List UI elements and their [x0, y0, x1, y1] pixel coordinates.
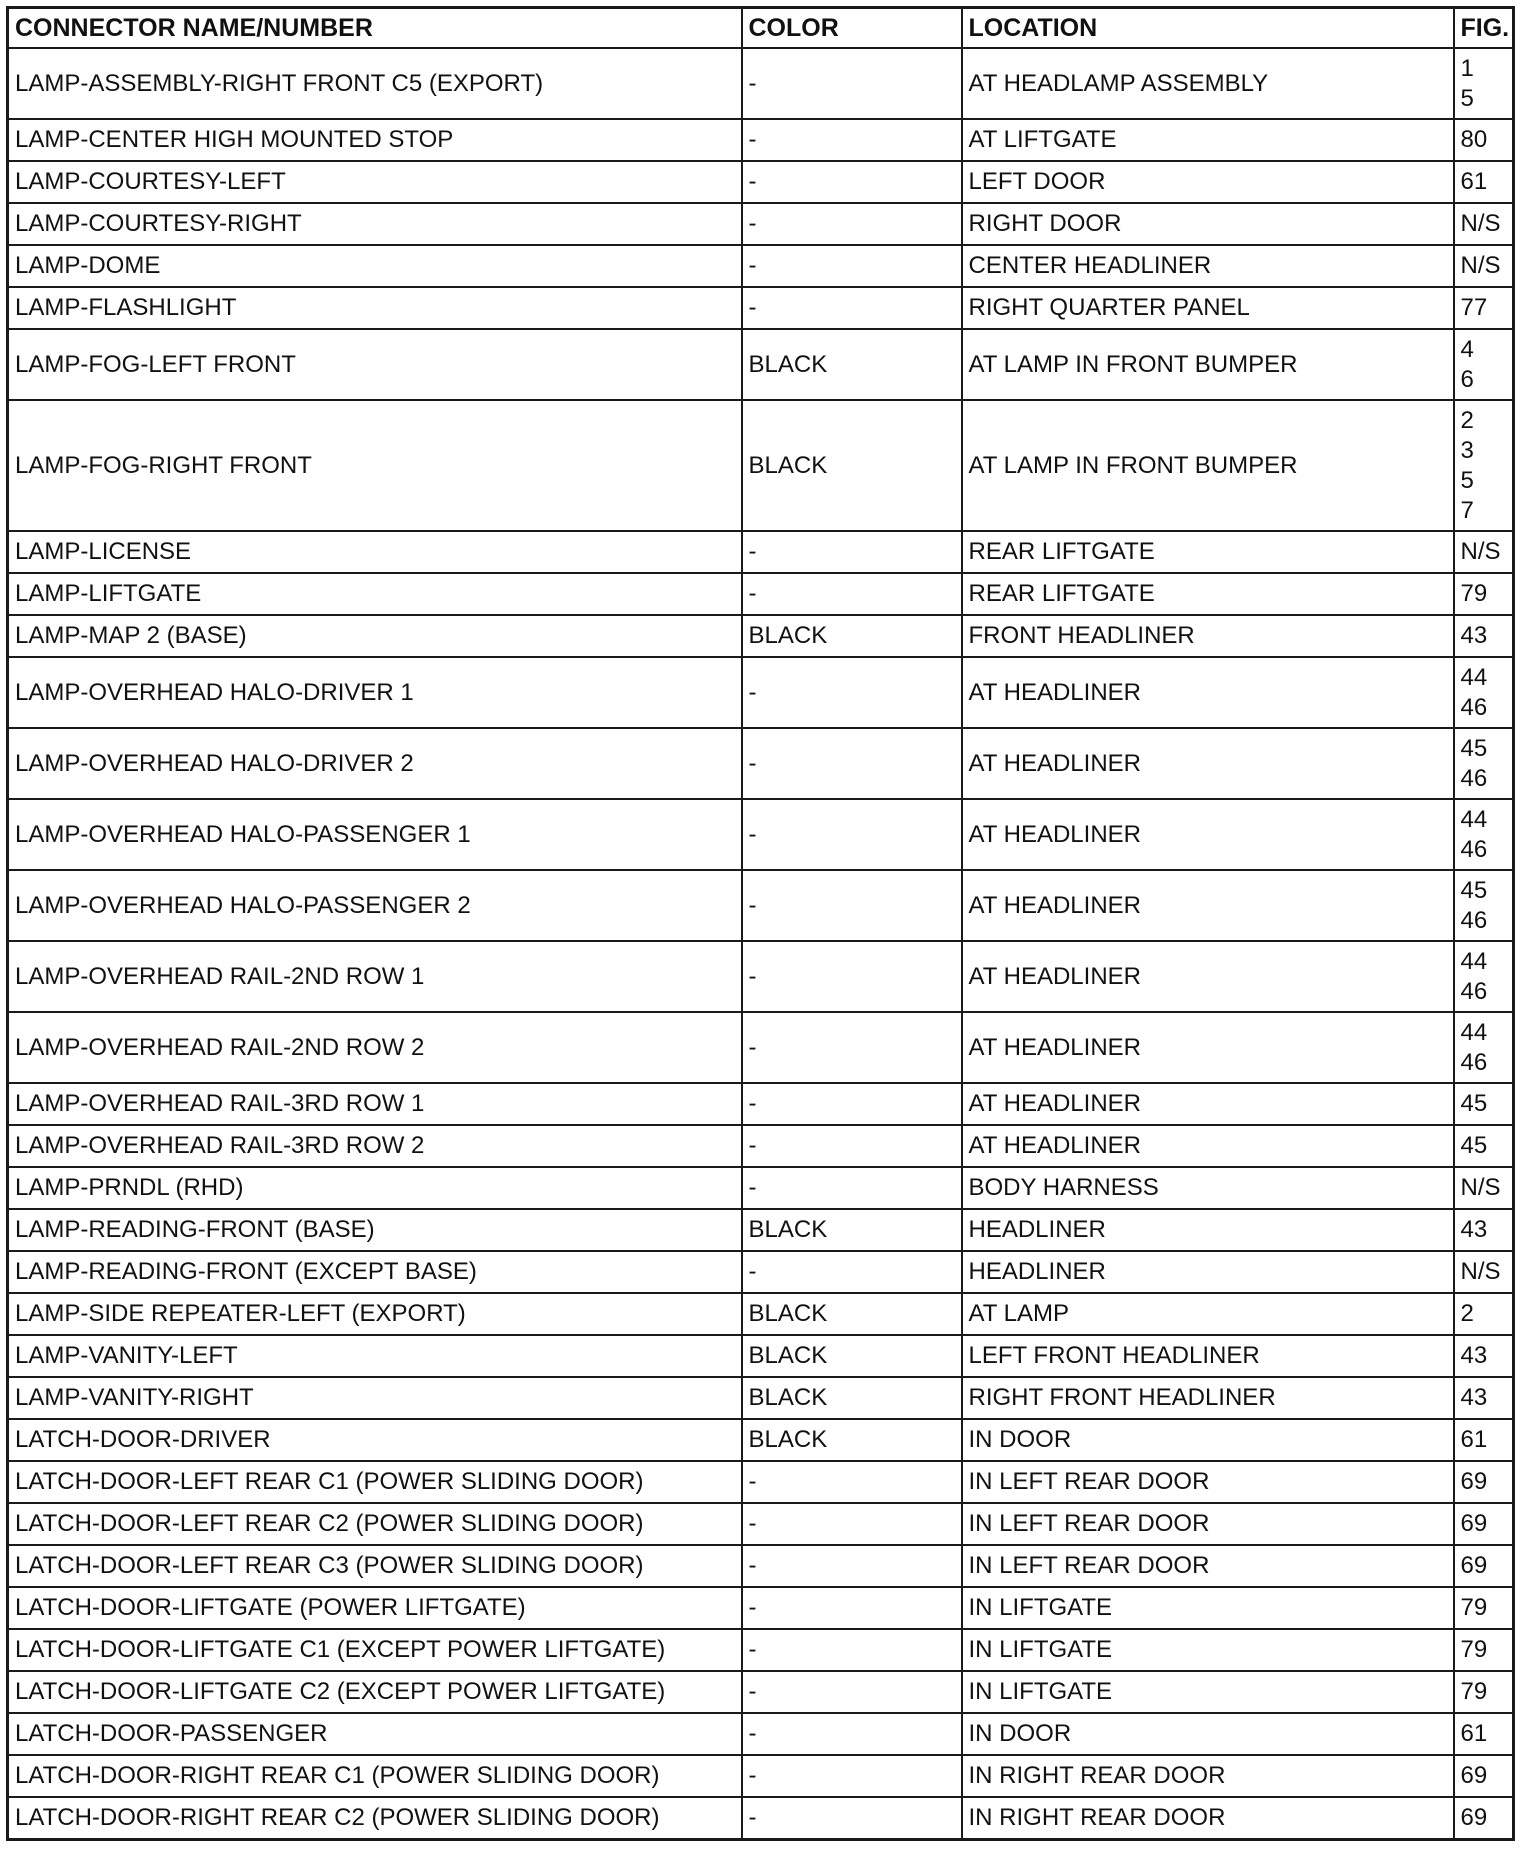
color-cell: -: [742, 1629, 962, 1671]
connector-table-sheet: [6, 6, 1512, 1841]
fig-cell: [1454, 1167, 1514, 1209]
connector-name-cell: LAMP-VANITY-RIGHT: [8, 1377, 742, 1419]
connector-name-cell: LATCH-DOOR-LIFTGATE C1 (EXCEPT POWER LIFTGATE): [8, 1629, 742, 1671]
fig-number: 44: [1460, 805, 1488, 833]
column-header-fig: FIG.: [1454, 8, 1514, 49]
location-cell: AT HEADLINER: [962, 1012, 1454, 1083]
table-row: [8, 1335, 1514, 1377]
column-header-color: COLOR: [742, 8, 962, 49]
table-row: [8, 1503, 1514, 1545]
fig-cell: [1454, 941, 1514, 1012]
table-row: [8, 1419, 1514, 1461]
connector-name-cell: LAMP-OVERHEAD RAIL-2ND ROW 2: [8, 1012, 742, 1083]
color-cell: -: [742, 161, 962, 203]
table-row: [8, 287, 1514, 329]
location-cell: CENTER HEADLINER: [962, 245, 1454, 287]
table-row: [8, 203, 1514, 245]
connector-name-cell: LAMP-READING-FRONT (EXCEPT BASE): [8, 1251, 742, 1293]
color-cell: -: [742, 799, 962, 870]
connector-name-cell: LAMP-COURTESY-LEFT: [8, 161, 742, 203]
fig-number: 80: [1460, 126, 1488, 153]
table-row: [8, 1797, 1514, 1840]
location-cell: AT HEADLINER: [962, 728, 1454, 799]
table-row: [8, 48, 1514, 119]
fig-number: 45: [1460, 1090, 1488, 1117]
connector-name-cell: LAMP-FOG-LEFT FRONT: [8, 329, 742, 400]
table-row: [8, 1461, 1514, 1503]
color-cell: -: [742, 728, 962, 799]
location-cell: IN LEFT REAR DOOR: [962, 1545, 1454, 1587]
location-cell: REAR LIFTGATE: [962, 573, 1454, 615]
fig-cell: [1454, 657, 1514, 728]
connector-name-cell: LAMP-OVERHEAD RAIL-2ND ROW 1: [8, 941, 742, 1012]
fig-cell: [1454, 615, 1514, 657]
location-cell: HEADLINER: [962, 1251, 1454, 1293]
fig-cell: [1454, 1083, 1514, 1125]
fig-cell: [1454, 799, 1514, 870]
fig-number: 44: [1460, 947, 1488, 975]
fig-cell: [1454, 400, 1514, 531]
color-cell: -: [742, 1755, 962, 1797]
connector-name-cell: LATCH-DOOR-PASSENGER: [8, 1713, 742, 1755]
fig-cell: [1454, 329, 1514, 400]
location-cell: HEADLINER: [962, 1209, 1454, 1251]
fig-number: 44: [1460, 663, 1488, 691]
fig-cell: [1454, 728, 1514, 799]
location-cell: IN LIFTGATE: [962, 1629, 1454, 1671]
connector-name-cell: LAMP-FOG-RIGHT FRONT: [8, 400, 742, 531]
fig-number: 1: [1460, 54, 1474, 82]
color-cell: -: [742, 287, 962, 329]
color-cell: BLACK: [742, 1209, 962, 1251]
fig-cell: [1454, 161, 1514, 203]
column-header-location: LOCATION: [962, 8, 1454, 49]
fig-number: 43: [1460, 622, 1488, 649]
table-row: [8, 329, 1514, 400]
fig-number: 69: [1460, 1552, 1488, 1579]
fig-cell: [1454, 245, 1514, 287]
location-cell: AT HEADLINER: [962, 657, 1454, 728]
color-cell: BLACK: [742, 1377, 962, 1419]
fig-number: N/S: [1460, 1174, 1501, 1201]
fig-number: 46: [1460, 693, 1488, 721]
fig-number: 43: [1460, 1216, 1488, 1243]
table-row: [8, 161, 1514, 203]
location-cell: AT HEADLAMP ASSEMBLY: [962, 48, 1454, 119]
location-cell: IN DOOR: [962, 1713, 1454, 1755]
location-cell: IN LIFTGATE: [962, 1587, 1454, 1629]
fig-cell: [1454, 1125, 1514, 1167]
fig-cell: [1454, 203, 1514, 245]
color-cell: -: [742, 1251, 962, 1293]
color-cell: -: [742, 1167, 962, 1209]
table-row: [8, 573, 1514, 615]
fig-number: 45: [1460, 1132, 1488, 1159]
color-cell: BLACK: [742, 615, 962, 657]
color-cell: BLACK: [742, 329, 962, 400]
color-cell: -: [742, 1545, 962, 1587]
connector-name-cell: LAMP-CENTER HIGH MOUNTED STOP: [8, 119, 742, 161]
connector-name-cell: LAMP-ASSEMBLY-RIGHT FRONT C5 (EXPORT): [8, 48, 742, 119]
connector-table: [6, 6, 1515, 1841]
connector-name-cell: LAMP-OVERHEAD HALO-DRIVER 2: [8, 728, 742, 799]
connector-name-cell: LAMP-FLASHLIGHT: [8, 287, 742, 329]
location-cell: IN RIGHT REAR DOOR: [962, 1755, 1454, 1797]
location-cell: AT HEADLINER: [962, 799, 1454, 870]
connector-name-cell: LAMP-LIFTGATE: [8, 573, 742, 615]
connector-name-cell: LAMP-OVERHEAD HALO-PASSENGER 2: [8, 870, 742, 941]
fig-number: 45: [1460, 876, 1488, 904]
color-cell: -: [742, 1671, 962, 1713]
color-cell: -: [742, 245, 962, 287]
table-row: [8, 1377, 1514, 1419]
fig-number: 43: [1460, 1342, 1488, 1369]
location-cell: AT HEADLINER: [962, 870, 1454, 941]
connector-name-cell: LAMP-VANITY-LEFT: [8, 1335, 742, 1377]
fig-number: 45: [1460, 734, 1488, 762]
color-cell: -: [742, 1461, 962, 1503]
table-row: [8, 799, 1514, 870]
fig-number: 46: [1460, 764, 1488, 792]
table-body: [8, 48, 1514, 1840]
fig-cell: [1454, 1251, 1514, 1293]
table-row: [8, 1125, 1514, 1167]
location-cell: IN LEFT REAR DOOR: [962, 1461, 1454, 1503]
table-row: [8, 400, 1514, 531]
location-cell: AT HEADLINER: [962, 941, 1454, 1012]
location-cell: BODY HARNESS: [962, 1167, 1454, 1209]
fig-number: 79: [1460, 1594, 1488, 1621]
fig-cell: [1454, 1335, 1514, 1377]
color-cell: -: [742, 1503, 962, 1545]
location-cell: REAR LIFTGATE: [962, 531, 1454, 573]
color-cell: -: [742, 1012, 962, 1083]
fig-cell: [1454, 287, 1514, 329]
connector-name-cell: LAMP-DOME: [8, 245, 742, 287]
color-cell: -: [742, 1713, 962, 1755]
connector-name-cell: LAMP-PRNDL (RHD): [8, 1167, 742, 1209]
location-cell: AT LAMP IN FRONT BUMPER: [962, 329, 1454, 400]
fig-number: 79: [1460, 1678, 1488, 1705]
table-row: [8, 1755, 1514, 1797]
table-row: [8, 1083, 1514, 1125]
connector-name-cell: LAMP-LICENSE: [8, 531, 742, 573]
fig-number: 5: [1460, 84, 1474, 112]
color-cell: BLACK: [742, 1419, 962, 1461]
color-cell: -: [742, 119, 962, 161]
table-row: [8, 1713, 1514, 1755]
connector-name-cell: LAMP-COURTESY-RIGHT: [8, 203, 742, 245]
connector-name-cell: LATCH-DOOR-LIFTGATE C2 (EXCEPT POWER LIFTGATE): [8, 1671, 742, 1713]
connector-name-cell: LATCH-DOOR-DRIVER: [8, 1419, 742, 1461]
connector-name-cell: LAMP-OVERHEAD RAIL-3RD ROW 2: [8, 1125, 742, 1167]
location-cell: RIGHT FRONT HEADLINER: [962, 1377, 1454, 1419]
location-cell: LEFT DOOR: [962, 161, 1454, 203]
fig-number: 61: [1460, 1426, 1488, 1453]
fig-cell: [1454, 1797, 1514, 1840]
fig-cell: [1454, 1503, 1514, 1545]
table-row: [8, 245, 1514, 287]
connector-name-cell: LATCH-DOOR-RIGHT REAR C2 (POWER SLIDING DOOR): [8, 1797, 742, 1840]
color-cell: BLACK: [742, 1335, 962, 1377]
fig-cell: [1454, 1293, 1514, 1335]
fig-number: 3: [1460, 436, 1474, 464]
column-header-connector-name: CONNECTOR NAME/NUMBER: [8, 8, 742, 49]
connector-name-cell: LAMP-OVERHEAD RAIL-3RD ROW 1: [8, 1083, 742, 1125]
fig-number: 69: [1460, 1804, 1488, 1831]
fig-cell: [1454, 1545, 1514, 1587]
fig-number: 69: [1460, 1762, 1488, 1789]
color-cell: -: [742, 870, 962, 941]
fig-cell: [1454, 1209, 1514, 1251]
fig-cell: [1454, 1713, 1514, 1755]
table-row: [8, 531, 1514, 573]
table-row: [8, 870, 1514, 941]
location-cell: RIGHT DOOR: [962, 203, 1454, 245]
color-cell: -: [742, 531, 962, 573]
fig-number: 61: [1460, 168, 1488, 195]
table-row: [8, 728, 1514, 799]
connector-name-cell: LATCH-DOOR-LEFT REAR C2 (POWER SLIDING DOOR): [8, 1503, 742, 1545]
location-cell: AT LAMP IN FRONT BUMPER: [962, 400, 1454, 531]
fig-number: 79: [1460, 1636, 1488, 1663]
connector-name-cell: LAMP-OVERHEAD HALO-PASSENGER 1: [8, 799, 742, 870]
fig-cell: [1454, 1012, 1514, 1083]
connector-name-cell: LAMP-SIDE REPEATER-LEFT (EXPORT): [8, 1293, 742, 1335]
table-row: [8, 1671, 1514, 1713]
connector-name-cell: LAMP-MAP 2 (BASE): [8, 615, 742, 657]
fig-number: 46: [1460, 1048, 1488, 1076]
color-cell: BLACK: [742, 1293, 962, 1335]
fig-number: N/S: [1460, 252, 1501, 279]
fig-number: 5: [1460, 466, 1474, 494]
connector-name-cell: LATCH-DOOR-LEFT REAR C3 (POWER SLIDING DOOR): [8, 1545, 742, 1587]
location-cell: RIGHT QUARTER PANEL: [962, 287, 1454, 329]
table-row: [8, 1629, 1514, 1671]
fig-cell: [1454, 573, 1514, 615]
table-row: [8, 1251, 1514, 1293]
location-cell: AT LIFTGATE: [962, 119, 1454, 161]
fig-number: 44: [1460, 1018, 1488, 1046]
fig-number: 2: [1460, 1300, 1474, 1327]
fig-cell: [1454, 119, 1514, 161]
fig-number: 7: [1460, 496, 1474, 524]
color-cell: -: [742, 1125, 962, 1167]
fig-number: N/S: [1460, 1258, 1501, 1285]
fig-number: N/S: [1460, 210, 1501, 237]
connector-name-cell: LATCH-DOOR-RIGHT REAR C1 (POWER SLIDING DOOR): [8, 1755, 742, 1797]
location-cell: IN DOOR: [962, 1419, 1454, 1461]
fig-number: 61: [1460, 1720, 1488, 1747]
color-cell: BLACK: [742, 400, 962, 531]
color-cell: -: [742, 1083, 962, 1125]
fig-number: 46: [1460, 906, 1488, 934]
connector-name-cell: LATCH-DOOR-LIFTGATE (POWER LIFTGATE): [8, 1587, 742, 1629]
fig-number: 69: [1460, 1510, 1488, 1537]
location-cell: IN LIFTGATE: [962, 1671, 1454, 1713]
table-header-row: [8, 8, 1514, 49]
location-cell: FRONT HEADLINER: [962, 615, 1454, 657]
fig-number: 79: [1460, 580, 1488, 607]
table-row: [8, 1012, 1514, 1083]
table-row: [8, 941, 1514, 1012]
fig-cell: [1454, 1377, 1514, 1419]
table-row: [8, 1545, 1514, 1587]
location-cell: LEFT FRONT HEADLINER: [962, 1335, 1454, 1377]
fig-number: 2: [1460, 406, 1474, 434]
color-cell: -: [742, 48, 962, 119]
fig-cell: [1454, 1671, 1514, 1713]
table-row: [8, 1293, 1514, 1335]
connector-name-cell: LATCH-DOOR-LEFT REAR C1 (POWER SLIDING DOOR): [8, 1461, 742, 1503]
connector-name-cell: LAMP-OVERHEAD HALO-DRIVER 1: [8, 657, 742, 728]
fig-cell: [1454, 1587, 1514, 1629]
fig-cell: [1454, 1419, 1514, 1461]
table-row: [8, 657, 1514, 728]
fig-cell: [1454, 1629, 1514, 1671]
location-cell: AT HEADLINER: [962, 1083, 1454, 1125]
color-cell: -: [742, 1797, 962, 1840]
color-cell: -: [742, 1587, 962, 1629]
table-row: [8, 1209, 1514, 1251]
fig-cell: [1454, 48, 1514, 119]
table-row: [8, 615, 1514, 657]
table-row: [8, 119, 1514, 161]
fig-number: 4: [1460, 335, 1474, 363]
fig-number: N/S: [1460, 538, 1501, 565]
fig-cell: [1454, 1461, 1514, 1503]
fig-number: 46: [1460, 835, 1488, 863]
connector-name-cell: LAMP-READING-FRONT (BASE): [8, 1209, 742, 1251]
fig-number: 6: [1460, 365, 1474, 393]
fig-number: 69: [1460, 1468, 1488, 1495]
location-cell: IN RIGHT REAR DOOR: [962, 1797, 1454, 1840]
table-row: [8, 1167, 1514, 1209]
fig-number: 46: [1460, 977, 1488, 1005]
location-cell: AT LAMP: [962, 1293, 1454, 1335]
fig-number: 77: [1460, 294, 1488, 321]
location-cell: AT HEADLINER: [962, 1125, 1454, 1167]
color-cell: -: [742, 941, 962, 1012]
color-cell: -: [742, 203, 962, 245]
location-cell: IN LEFT REAR DOOR: [962, 1503, 1454, 1545]
fig-cell: [1454, 531, 1514, 573]
fig-cell: [1454, 1755, 1514, 1797]
table-row: [8, 1587, 1514, 1629]
color-cell: -: [742, 573, 962, 615]
fig-number: 43: [1460, 1384, 1488, 1411]
color-cell: -: [742, 657, 962, 728]
fig-cell: [1454, 870, 1514, 941]
